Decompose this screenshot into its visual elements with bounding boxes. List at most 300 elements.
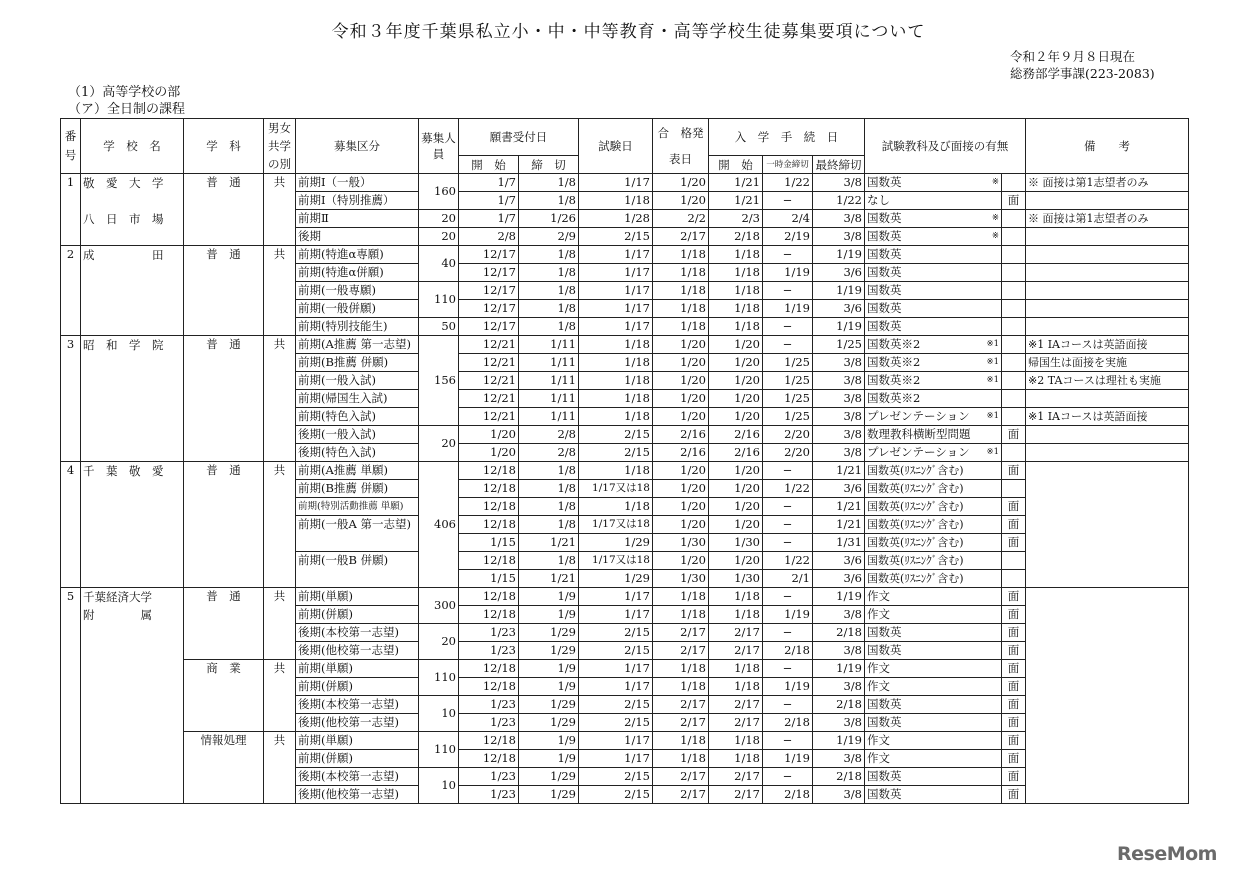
exam-date: 2/15 <box>579 642 653 660</box>
app-end: 1/8 <box>519 282 579 300</box>
subject-text: 国数英 <box>867 697 902 711</box>
exam-date: 1/29 <box>579 534 653 552</box>
app-start: 2/8 <box>459 228 519 246</box>
proc-final: 3/8 <box>813 354 865 372</box>
proc-start: 1/20 <box>709 354 763 372</box>
proc-final: 1/19 <box>813 282 865 300</box>
subjects <box>865 642 1002 660</box>
subject-note-mark: ※1 <box>986 411 999 421</box>
interview-flag: 面 <box>1002 732 1026 750</box>
app-end: 1/8 <box>519 498 579 516</box>
proc-final: 3/8 <box>813 408 865 426</box>
row-number: 1 <box>61 174 81 246</box>
proc-deposit: 2/20 <box>763 426 813 444</box>
school-name <box>81 588 184 804</box>
subjects <box>865 318 1002 336</box>
proc-deposit: 2/19 <box>763 228 813 246</box>
proc-deposit: 1/25 <box>763 408 813 426</box>
app-end: 2/8 <box>519 444 579 462</box>
result-date: 2/16 <box>653 444 709 462</box>
as-of-date: 令和２年９月８日現在 <box>1010 49 1136 64</box>
proc-final: 3/6 <box>813 300 865 318</box>
proc-start: 1/20 <box>709 390 763 408</box>
app-start: 1/23 <box>459 714 519 732</box>
result-date: 2/2 <box>653 210 709 228</box>
proc-final: 3/6 <box>813 552 865 570</box>
app-end: 1/8 <box>519 552 579 570</box>
subject-text: 国数英 <box>867 229 902 243</box>
department: 普 通 <box>184 336 264 462</box>
exam-date: 1/17 <box>579 588 653 606</box>
app-start: 12/18 <box>459 480 519 498</box>
proc-deposit: 1/22 <box>763 174 813 192</box>
subject-note-mark: ※ <box>991 231 999 241</box>
result-date: 1/18 <box>653 588 709 606</box>
subjects <box>865 390 1002 408</box>
interview-flag <box>1002 408 1026 426</box>
capacity: 10 <box>419 696 459 732</box>
subject-text: 作文 <box>867 661 890 675</box>
remarks <box>1026 300 1189 318</box>
subject-text: 国数英(ﾘｽﾆﾝｸﾞ含む) <box>867 518 964 531</box>
interview-flag: 面 <box>1002 498 1026 516</box>
proc-start: 1/18 <box>709 606 763 624</box>
proc-final: 1/19 <box>813 660 865 678</box>
recruit-category: 後期(本校第一志望) <box>296 624 419 642</box>
result-date: 1/20 <box>653 192 709 210</box>
gender-type: 共 <box>264 732 296 804</box>
proc-start: 2/17 <box>709 714 763 732</box>
subject-text: 国数英(ﾘｽﾆﾝｸﾞ含む) <box>867 536 964 549</box>
exam-date: 1/17 <box>579 678 653 696</box>
remarks <box>1026 228 1189 246</box>
table-row <box>61 732 1189 750</box>
exam-date: 1/17 <box>579 264 653 282</box>
proc-final: 3/8 <box>813 678 865 696</box>
recruit-category: 前期(併願) <box>296 678 419 696</box>
interview-flag: 面 <box>1002 786 1026 804</box>
proc-start: 2/17 <box>709 768 763 786</box>
subject-text: 国数英(ﾘｽﾆﾝｸﾞ含む) <box>867 464 964 477</box>
capacity: 40 <box>419 246 459 282</box>
subjects <box>865 246 1002 264</box>
subjects <box>865 444 1002 462</box>
proc-deposit: − <box>763 498 813 516</box>
recruit-category: 前期(一般A 第一志望) <box>296 516 419 552</box>
school-name <box>81 174 184 246</box>
exam-date: 1/17 <box>579 300 653 318</box>
app-end: 1/26 <box>519 210 579 228</box>
result-date: 1/18 <box>653 678 709 696</box>
interview-flag: 面 <box>1002 642 1026 660</box>
subjects <box>865 372 1002 390</box>
proc-final: 3/8 <box>813 444 865 462</box>
subject-note-mark: ※ <box>991 213 999 223</box>
table-row <box>61 174 1189 192</box>
app-end: 1/9 <box>519 732 579 750</box>
app-start: 12/21 <box>459 354 519 372</box>
interview-flag: 面 <box>1002 606 1026 624</box>
app-start: 12/18 <box>459 588 519 606</box>
header-category: 募集区分 <box>296 119 419 174</box>
interview-flag <box>1002 480 1026 498</box>
recruit-category: 前期(一般専願) <box>296 282 419 300</box>
proc-final: 3/8 <box>813 372 865 390</box>
proc-final: 1/21 <box>813 462 865 480</box>
proc-deposit: − <box>763 660 813 678</box>
app-start: 12/21 <box>459 336 519 354</box>
proc-final: 3/8 <box>813 426 865 444</box>
interview-flag <box>1002 552 1026 570</box>
result-date: 1/18 <box>653 606 709 624</box>
proc-deposit: 1/25 <box>763 372 813 390</box>
proc-start: 1/20 <box>709 408 763 426</box>
proc-deposit: − <box>763 732 813 750</box>
subjects <box>865 696 1002 714</box>
app-start: 12/21 <box>459 372 519 390</box>
subjects <box>865 174 1002 192</box>
capacity: 110 <box>419 282 459 318</box>
header-procedure: 入 学 手 続 日 <box>709 119 865 156</box>
result-date: 2/17 <box>653 786 709 804</box>
subject-text: プレゼンテーション <box>867 409 970 423</box>
capacity: 160 <box>419 174 459 210</box>
exam-date: 1/29 <box>579 570 653 588</box>
subjects <box>865 516 1002 534</box>
capacity: 156 <box>419 336 459 426</box>
recruit-category: 後期(本校第一志望) <box>296 696 419 714</box>
app-end: 1/8 <box>519 264 579 282</box>
result-date: 2/17 <box>653 228 709 246</box>
proc-start: 1/21 <box>709 174 763 192</box>
capacity: 300 <box>419 588 459 624</box>
page-title: 令和３年度千葉県私立小・中・中等教育・高等学校生徒募集要項について <box>331 22 926 42</box>
subject-text: 国数英 <box>867 211 902 225</box>
result-date: 1/20 <box>653 174 709 192</box>
remarks <box>1026 444 1189 462</box>
proc-final: 3/8 <box>813 210 865 228</box>
app-end: 1/11 <box>519 336 579 354</box>
exam-date: 1/18 <box>579 372 653 390</box>
recruit-category: 前期(特別技能生) <box>296 318 419 336</box>
app-start: 12/21 <box>459 390 519 408</box>
app-end: 1/29 <box>519 786 579 804</box>
recruit-category: 後期(他校第一志望) <box>296 714 419 732</box>
proc-deposit: − <box>763 588 813 606</box>
department: 普 通 <box>184 246 264 336</box>
subjects <box>865 192 1002 210</box>
capacity: 20 <box>419 624 459 660</box>
subject-text: 国数英 <box>867 715 902 729</box>
school-name-line1: 昭 和 学 院 <box>83 338 164 352</box>
gender-type: 共 <box>264 246 296 336</box>
recruit-category: 後期(他校第一志望) <box>296 642 419 660</box>
department-contact: 総務部学事課(223-2083) <box>1010 66 1155 81</box>
app-end: 1/9 <box>519 588 579 606</box>
capacity: 10 <box>419 768 459 804</box>
school-name <box>81 462 184 588</box>
remarks <box>1026 426 1189 444</box>
subject-text: プレゼンテーション <box>867 445 970 459</box>
subject-text: 国数英 <box>867 319 902 333</box>
subject-text: 国数英 <box>867 175 902 189</box>
app-end: 1/29 <box>519 768 579 786</box>
row-number: 2 <box>61 246 81 336</box>
proc-final: 3/8 <box>813 390 865 408</box>
app-start: 12/17 <box>459 264 519 282</box>
subjects <box>865 660 1002 678</box>
proc-start: 1/20 <box>709 372 763 390</box>
result-date: 2/17 <box>653 642 709 660</box>
proc-start: 1/20 <box>709 462 763 480</box>
app-start: 1/7 <box>459 192 519 210</box>
interview-flag: 面 <box>1002 426 1026 444</box>
app-start: 1/20 <box>459 444 519 462</box>
app-start: 1/15 <box>459 570 519 588</box>
proc-deposit: − <box>763 336 813 354</box>
remarks <box>1026 390 1189 408</box>
result-date: 1/18 <box>653 660 709 678</box>
exam-date: 1/17 <box>579 750 653 768</box>
subject-note-mark: ※1 <box>986 447 999 457</box>
proc-deposit: 1/19 <box>763 750 813 768</box>
proc-final: 1/25 <box>813 336 865 354</box>
result-date: 1/18 <box>653 300 709 318</box>
app-end: 1/29 <box>519 696 579 714</box>
app-end: 1/21 <box>519 570 579 588</box>
proc-deposit: − <box>763 462 813 480</box>
subjects <box>865 282 1002 300</box>
recruit-category: 前期(単願) <box>296 732 419 750</box>
department: 普 通 <box>184 174 264 246</box>
proc-final: 1/19 <box>813 732 865 750</box>
exam-date: 1/18 <box>579 408 653 426</box>
subject-text: 作文 <box>867 589 890 603</box>
recruit-category: 前期(特別活動推薦 単願) <box>296 498 419 516</box>
proc-deposit: − <box>763 246 813 264</box>
subject-text: 国数英 <box>867 247 902 261</box>
capacity: 110 <box>419 660 459 696</box>
subject-text: 国数英※2 <box>867 391 921 405</box>
exam-date: 1/17 <box>579 660 653 678</box>
result-date: 1/18 <box>653 750 709 768</box>
recruit-category: 前期(特色入試) <box>296 408 419 426</box>
proc-start: 2/16 <box>709 426 763 444</box>
result-date: 1/18 <box>653 732 709 750</box>
proc-deposit: 2/18 <box>763 642 813 660</box>
interview-flag: 面 <box>1002 534 1026 552</box>
app-end: 1/8 <box>519 300 579 318</box>
result-date: 1/20 <box>653 354 709 372</box>
interview-flag <box>1002 282 1026 300</box>
subject-text: 国数英(ﾘｽﾆﾝｸﾞ含む) <box>867 554 964 567</box>
proc-start: 2/17 <box>709 696 763 714</box>
proc-start: 1/18 <box>709 750 763 768</box>
interview-flag <box>1002 570 1026 588</box>
subjects <box>865 552 1002 570</box>
header-num: 番号 <box>61 119 81 174</box>
proc-start: 2/16 <box>709 444 763 462</box>
header-subjects: 試験教科及び面接の有無 <box>865 119 1026 174</box>
result-date: 1/20 <box>653 516 709 534</box>
app-end: 1/9 <box>519 606 579 624</box>
proc-deposit: 1/19 <box>763 678 813 696</box>
interview-flag <box>1002 300 1026 318</box>
proc-start: 1/20 <box>709 516 763 534</box>
recruit-category: 前期(一般入試) <box>296 372 419 390</box>
subject-text: 国数英※2 <box>867 373 921 387</box>
app-start: 1/23 <box>459 696 519 714</box>
interview-flag <box>1002 390 1026 408</box>
subject-note-mark: ※1 <box>986 339 999 349</box>
app-start: 12/18 <box>459 516 519 534</box>
subjects <box>865 264 1002 282</box>
resemom-logo: ReseMom <box>1117 843 1217 865</box>
app-end: 1/8 <box>519 174 579 192</box>
recruit-category: 前期(併願) <box>296 606 419 624</box>
app-end: 1/21 <box>519 534 579 552</box>
result-date: 2/17 <box>653 696 709 714</box>
result-date: 2/17 <box>653 768 709 786</box>
subjects <box>865 336 1002 354</box>
subjects <box>865 768 1002 786</box>
subject-text: 作文 <box>867 607 890 621</box>
result-date: 1/20 <box>653 336 709 354</box>
recruit-category: 前期(A推薦 第一志望) <box>296 336 419 354</box>
recruit-category: 前期Ⅱ <box>296 210 419 228</box>
school-name-line1: 成 田 <box>83 248 164 262</box>
interview-flag <box>1002 210 1026 228</box>
proc-deposit: − <box>763 768 813 786</box>
remarks <box>1026 318 1189 336</box>
proc-final: 3/6 <box>813 480 865 498</box>
result-date: 2/17 <box>653 624 709 642</box>
subjects <box>865 624 1002 642</box>
app-end: 1/29 <box>519 642 579 660</box>
interview-flag: 面 <box>1002 714 1026 732</box>
app-end: 1/8 <box>519 318 579 336</box>
result-date: 1/30 <box>653 534 709 552</box>
capacity: 110 <box>419 732 459 768</box>
proc-start: 1/18 <box>709 246 763 264</box>
proc-start: 1/18 <box>709 318 763 336</box>
recruit-category: 前期(A推薦 単願) <box>296 462 419 480</box>
interview-flag <box>1002 444 1026 462</box>
header-dept: 学 科 <box>184 119 264 174</box>
app-start: 12/18 <box>459 660 519 678</box>
subjects <box>865 300 1002 318</box>
row-number: 5 <box>61 588 81 804</box>
proc-start: 1/18 <box>709 300 763 318</box>
table-row <box>61 588 1189 606</box>
interview-flag <box>1002 228 1026 246</box>
recruit-category: 前期(単願) <box>296 660 419 678</box>
exam-date: 2/15 <box>579 768 653 786</box>
header-school: 学 校 名 <box>81 119 184 174</box>
interview-flag <box>1002 372 1026 390</box>
result-date: 1/20 <box>653 462 709 480</box>
app-end: 1/9 <box>519 660 579 678</box>
proc-final: 1/31 <box>813 534 865 552</box>
school-name-line1: 千 葉 敬 愛 <box>83 464 164 478</box>
proc-deposit: 1/19 <box>763 264 813 282</box>
capacity: 20 <box>419 426 459 462</box>
proc-deposit: − <box>763 696 813 714</box>
app-end: 1/8 <box>519 516 579 534</box>
department: 普 通 <box>184 588 264 660</box>
proc-final: 3/8 <box>813 228 865 246</box>
exam-date: 1/18 <box>579 390 653 408</box>
exam-date: 2/15 <box>579 228 653 246</box>
proc-final: 3/8 <box>813 642 865 660</box>
subjects <box>865 498 1002 516</box>
recruit-category: 前期(一般併願) <box>296 300 419 318</box>
table-row <box>61 246 1189 264</box>
header-result: 合 格発表日 <box>653 119 709 174</box>
proc-deposit: − <box>763 192 813 210</box>
remarks: ※2 TAコースは理社も実施 <box>1026 372 1189 390</box>
subject-note-mark: ※1 <box>986 357 999 367</box>
interview-flag: 面 <box>1002 660 1026 678</box>
subject-text: 国数英 <box>867 643 902 657</box>
proc-deposit: − <box>763 318 813 336</box>
app-start: 12/17 <box>459 300 519 318</box>
exam-date: 1/18 <box>579 354 653 372</box>
proc-deposit: 2/4 <box>763 210 813 228</box>
app-end: 1/11 <box>519 354 579 372</box>
proc-deposit: 1/19 <box>763 300 813 318</box>
header-app-start: 開 始 <box>459 156 519 174</box>
app-start: 1/23 <box>459 786 519 804</box>
school-name-line1: 敬 愛 大 学 <box>83 176 164 190</box>
exam-date: 1/17又は18 <box>579 552 653 570</box>
proc-final: 3/8 <box>813 786 865 804</box>
app-end: 1/8 <box>519 192 579 210</box>
subject-text: 国数英(ﾘｽﾆﾝｸﾞ含む) <box>867 482 964 495</box>
subjects <box>865 210 1002 228</box>
exam-date: 2/15 <box>579 696 653 714</box>
proc-final: 2/18 <box>813 768 865 786</box>
gender-type: 共 <box>264 174 296 246</box>
remarks <box>1026 192 1189 210</box>
interview-flag <box>1002 246 1026 264</box>
proc-final: 1/22 <box>813 192 865 210</box>
proc-start: 1/18 <box>709 678 763 696</box>
proc-deposit: 1/22 <box>763 552 813 570</box>
table-row <box>61 462 1189 480</box>
subjects <box>865 426 1002 444</box>
interview-flag <box>1002 264 1026 282</box>
department: 商 業 <box>184 660 264 732</box>
app-start: 12/18 <box>459 678 519 696</box>
subject-note-mark: ※ <box>991 177 999 187</box>
header-proc-deposit: 一時金締切 <box>763 156 813 174</box>
proc-final: 3/8 <box>813 750 865 768</box>
table-header <box>61 119 1189 174</box>
proc-final: 1/19 <box>813 588 865 606</box>
app-start: 12/18 <box>459 552 519 570</box>
app-end: 1/11 <box>519 408 579 426</box>
remarks: ※ 面接は第1志望者のみ <box>1026 210 1189 228</box>
subject-text: 作文 <box>867 751 890 765</box>
school-name-line1: 千葉経済大学 <box>83 590 152 604</box>
subject-text: 国数英※2 <box>867 355 921 369</box>
subsection-heading: （ア）全日制の課程 <box>68 102 186 117</box>
result-date: 1/18 <box>653 246 709 264</box>
proc-deposit: 1/19 <box>763 606 813 624</box>
department: 普 通 <box>184 462 264 588</box>
recruit-category: 前期(併願) <box>296 750 419 768</box>
